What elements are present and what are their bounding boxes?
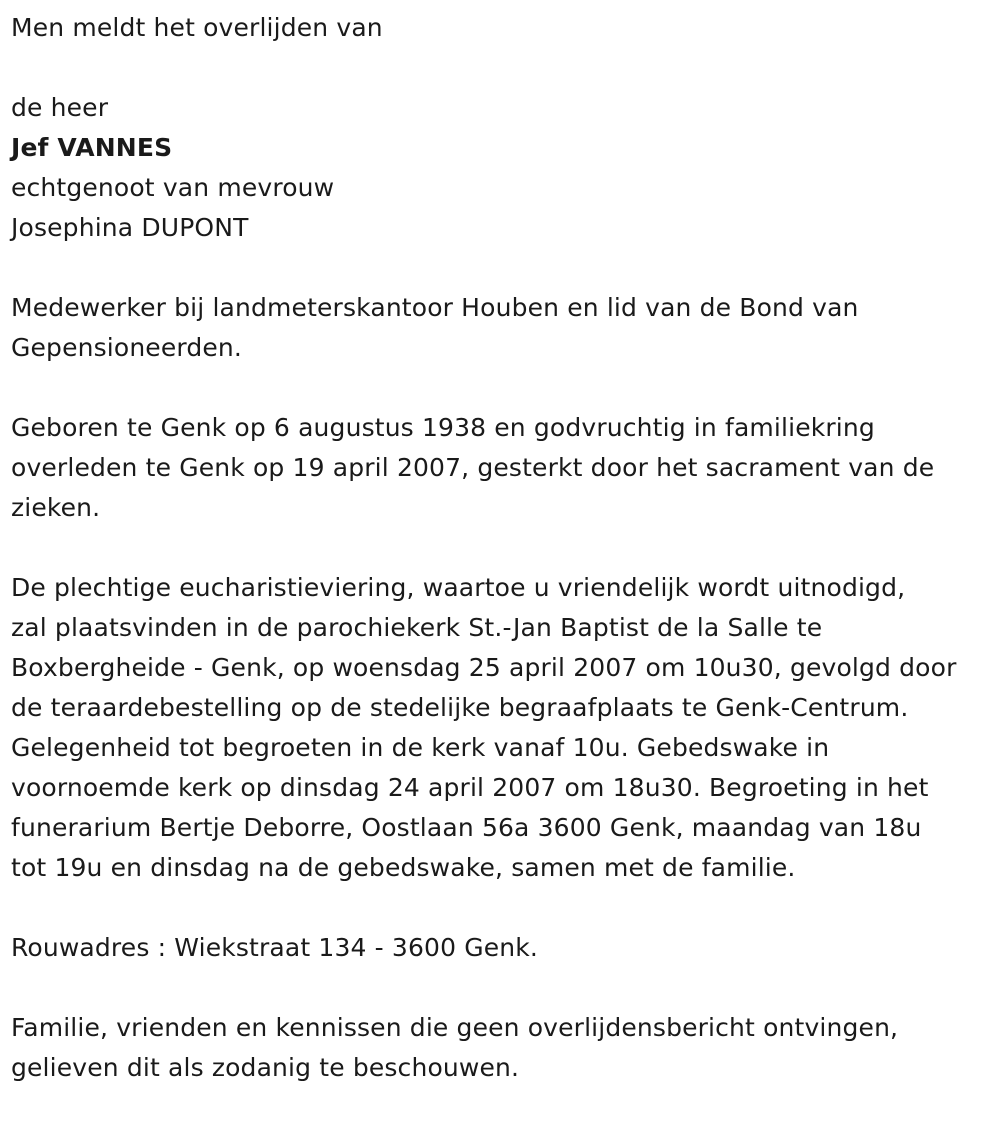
birth-death-paragraph	[11, 408, 991, 528]
occupation-line: Medewerker bij landmeterskantoor Houben en lid van de Bond van	[11, 293, 859, 322]
ceremony-paragraph	[11, 568, 991, 888]
ceremony-line: De plechtige eucharistieviering, waartoe u vriendelijk wordt uitnodigd,	[11, 573, 906, 602]
ceremony-line: tot 19u en dinsdag na de gebedswake, samen met de familie.	[11, 853, 796, 882]
closing-paragraph	[11, 1008, 991, 1088]
birth-death-line: Geboren te Genk op 6 augustus 1938 en godvruchtig in familiekring	[11, 413, 875, 442]
ceremony-line: voornoemde kerk op dinsdag 24 april 2007 om 18u30. Begroeting in het	[11, 773, 929, 802]
closing-line: Familie, vrienden en kennissen die geen overlijdensbericht ontvingen,	[11, 1013, 899, 1042]
death-notice	[11, 8, 991, 1088]
occupation-line: Gepensioneerden.	[11, 333, 243, 362]
ceremony-line: de teraardebestelling op de stedelijke begraafplaats te Genk-Centrum.	[11, 693, 909, 722]
ceremony-line: funerarium Bertje Deborre, Oostlaan 56a 3600 Genk, maandag van 18u	[11, 813, 922, 842]
spouse-relation: echtgenoot van mevrouw	[11, 173, 335, 202]
mourning-address: Rouwadres : Wiekstraat 134 - 3600 Genk.	[11, 933, 539, 962]
ceremony-line: zal plaatsvinden in de parochiekerk St.-Jan Baptist de la Salle te	[11, 613, 823, 642]
birth-death-line: overleden te Genk op 19 april 2007, gesterkt door het sacrament van de	[11, 453, 935, 482]
occupation-paragraph	[11, 288, 991, 368]
spouse-name: Josephina DUPONT	[11, 213, 249, 242]
birth-death-line: zieken.	[11, 493, 101, 522]
title-line: de heer	[11, 93, 109, 122]
ceremony-line: Gelegenheid tot begroeten in de kerk vanaf 10u. Gebedswake in	[11, 733, 830, 762]
closing-line: gelieven dit als zodanig te beschouwen.	[11, 1053, 520, 1082]
ceremony-line: Boxbergheide - Genk, op woensdag 25 april 2007 om 10u30, gevolgd door	[11, 653, 957, 682]
deceased-name: Jef VANNES	[11, 133, 173, 162]
intro-text: Men meldt het overlijden van	[11, 13, 383, 42]
